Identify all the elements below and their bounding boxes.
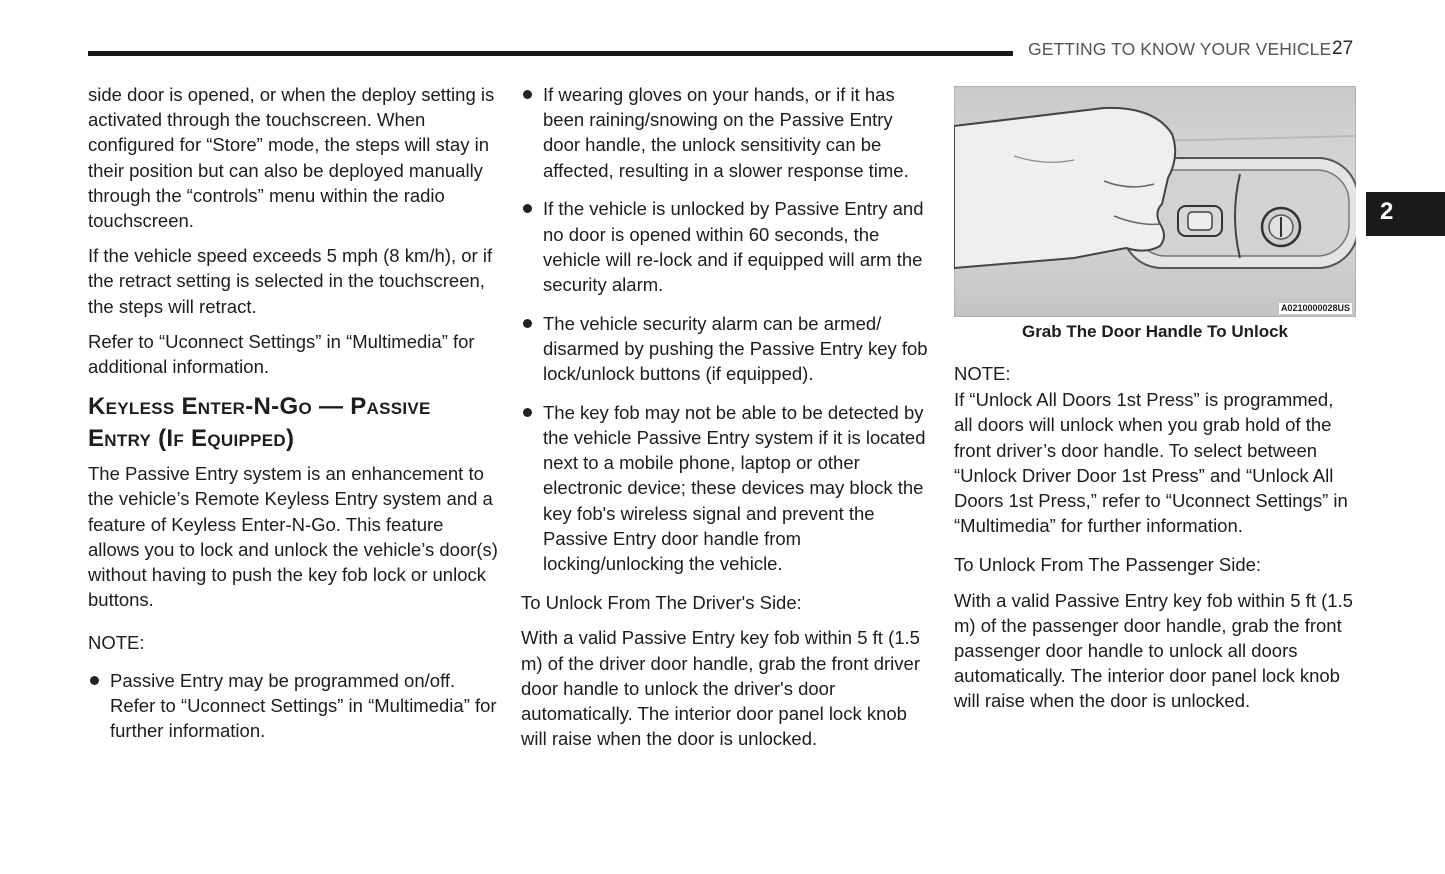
note-label: NOTE: [88,632,145,654]
paragraph: With a valid Passive Entry key fob within 5 ft (1.5 m) of the passenger door handle, grab the front passenger door handle to unlock all doors automatically. The interior door panel lock knob will raise when the door is unlocked. [954,589,1353,712]
hand-illustration [954,108,1175,268]
bullet-item: If the vehicle is unlocked by Passive Entry and no door is opened within 60 seconds, the vehicle will re-lock and if equipped will arm the security alarm. [521,196,931,297]
column-2 [521,82,931,761]
section-heading: Keyless Enter-N-Go — Passive Entry (If Equipped) [88,393,431,452]
figure-code: A0210000028US [1280,303,1350,313]
subheading: To Unlock From The Driver's Side: [521,592,802,614]
figure-caption: Grab The Door Handle To Unlock [1021,322,1289,341]
paragraph: If the vehicle speed exceeds 5 mph (8 km/h), or if the retract setting is selected in the touchscreen, the steps will retract. [88,245,493,317]
paragraph: side door is opened, or when the deploy setting is activated through the touchscreen. When configured for “Store” mode, the steps will stay in their position but can also be deployed manually through the “controls” menu within the radio touchscreen. [88,84,495,232]
bullet-item: The vehicle security alarm can be armed/ disarmed by pushing the Passive Entry key fob lock/unlock buttons (if equipped). [521,311,931,387]
subheading: To Unlock From The Passenger Side: [954,554,1262,576]
bullet-item: If wearing gloves on your hands, or if it has been raining/snowing on the Passive Entry door handle, the unlock sensitivity can be affected, resulting in a slower response time. [521,82,931,183]
bullet-list [521,82,931,576]
door-handle-illustration [954,86,1356,317]
bullet-list [88,668,498,744]
paragraph: With a valid Passive Entry key fob within 5 ft (1.5 m) of the driver door handle, grab the front driver door handle to unlock the driver's door automatically. The interior door panel lock knob will raise when the door is unlocked. [521,627,920,750]
paragraph: Refer to “Uconnect Settings” in “Multimedia” for additional information. [88,330,475,378]
running-head: GETTING TO KNOW YOUR VEHICLE [1028,39,1332,59]
paragraph: The Passive Entry system is an enhancement to the vehicle’s Remote Keyless Entry system and a feature of Keyless Enter-N-Go. This feature allows you to lock and unlock the vehicle’s door(s) without having to push the key fob lock or unlock buttons. [88,463,498,611]
bullet-item: The key fob may not be able to be detected by the vehicle Passive Entry system if it is located next to a mobile phone, laptop or other electronic device; these devices may block the key fob's wireless signal and prevent the Passive Entry door handle from locking/unlocking the vehicle. [521,400,931,576]
header-rule [88,51,1013,56]
page-number: 27 [1332,38,1354,59]
column-1 [88,82,498,757]
bullet-item: Passive Entry may be programmed on/off. Refer to “Uconnect Settings” in “Multimedia” for further information. [88,668,498,744]
chapter-tab[interactable]: 2 [1366,192,1445,236]
paragraph: If “Unlock All Doors 1st Press” is programmed, all doors will unlock when you grab hold of the front driver’s door handle. To select between “Unlock Driver Door 1st Press” and “Unlock All Doors 1st Press,” refer to “Uconnect Settings” in “Multimedia” for further information. [954,389,1348,537]
column-3 [954,82,1356,724]
note-label: NOTE: [954,363,1011,384]
